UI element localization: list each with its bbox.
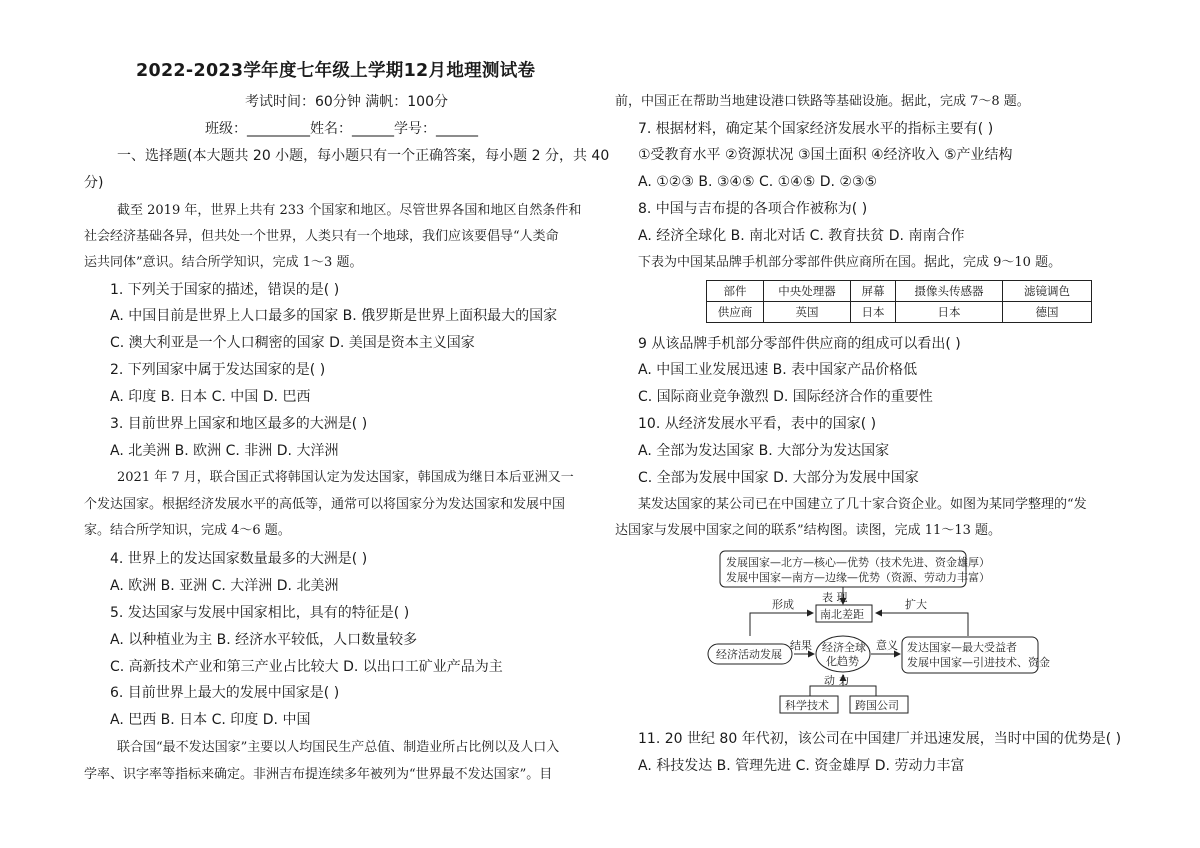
diagram-label-dongli: 动 力 — [824, 674, 850, 687]
material-1-line-1: 截至 2019 年，世界上共有 233 个国家和地区。尽管世界各国和地区自然条件和 — [117, 203, 582, 218]
diagram-right-line-2: 发展中国家—引进技术、资金 — [907, 656, 1050, 669]
table-cell: 部件 — [707, 281, 764, 302]
student-info-line: 班级：_________姓名：______学号：______ — [205, 121, 478, 137]
question-8: 8. 中国与吉布提的各项合作被称为( ) — [638, 201, 868, 217]
question-1: 1. 下列关于国家的描述，错误的是( ) — [110, 282, 340, 298]
question-9-options-ab: A. 中国工业发展迅速 B. 表中国家产品价格低 — [638, 362, 918, 378]
diagram-jingji: 经济活动发展 — [716, 648, 782, 661]
question-7: 7. 根据材料，确定某个国家经济发展水平的指标主要有( ) — [638, 121, 994, 137]
question-4-options: A. 欧洲 B. 亚洲 C. 大洋洲 D. 北美洲 — [110, 578, 339, 594]
material-3-line-2: 学率、识字率等指标来确定。非洲吉布提连续多年被列为“世界最不发达国家”。目 — [84, 767, 553, 782]
diagram-label-biaoxian: 表 现 — [822, 591, 848, 604]
diagram-center-line-1: 经济全球 — [822, 641, 866, 654]
material-2-line-1: 2021 年 7 月，联合国正式将韩国认定为发达国家，韩国成为继日本后亚洲又一 — [117, 470, 574, 485]
question-10-options-cd: C. 全部为发展中国家 D. 大部分为发展中国家 — [638, 470, 919, 486]
structure-diagram — [700, 546, 1050, 722]
table-cell: 日本 — [851, 302, 896, 323]
question-7-items: ①受教育水平 ②资源状况 ③国土面积 ④经济收入 ⑤产业结构 — [638, 147, 1013, 163]
material-2-line-3: 家。结合所学知识，完成 4～6 题。 — [84, 523, 291, 538]
material-5-line-2: 达国家与发展中国家之间的联系”结构图。读图，完成 11～13 题。 — [615, 523, 1001, 538]
table-cell: 英国 — [764, 302, 851, 323]
question-6-options: A. 巴西 B. 日本 C. 印度 D. 中国 — [110, 712, 311, 728]
diagram-label-jieguo: 结果 — [790, 639, 812, 652]
question-2: 2. 下列国家中属于发达国家的是( ) — [110, 362, 326, 378]
question-1-options-cd: C. 澳大利亚是一个人口稠密的国家 D. 美国是资本主义国家 — [110, 335, 475, 351]
table-row — [707, 302, 1092, 323]
table-cell: 滤镜调色 — [1003, 281, 1092, 302]
page-title: 2022-2023学年度七年级上学期12月地理测试卷 — [136, 61, 536, 81]
diagram-center-line-2: 化趋势 — [826, 655, 859, 668]
table-cell: 中央处理器 — [764, 281, 851, 302]
material-2-line-2: 个发达国家。根据经济发展水平的高低等，通常可以将国家分为发达国家和发展中国 — [84, 497, 566, 512]
question-4: 4. 世界上的发达国家数量最多的大洲是( ) — [110, 551, 368, 567]
diagram-top-line-2: 发展中国家—南方—边缘—优势（资源、劳动力丰富） — [726, 571, 990, 584]
question-9: 9 从该品牌手机部分零部件供应商的组成可以看出( ) — [638, 336, 961, 352]
question-1-options-ab: A. 中国目前是世界上人口最多的国家 B. 俄罗斯是世界上面积最大的国家 — [110, 308, 558, 324]
material-3-line-1: 联合国“最不发达国家”主要以人均国民生产总值、制造业所占比例以及人口入 — [117, 740, 560, 755]
question-7-options: A. ①②③ B. ③④⑤ C. ①④⑤ D. ②③⑤ — [638, 174, 878, 190]
exam-time-line: 考试时间：60分钟 满帆：100分 — [245, 94, 448, 110]
diagram-label-yiyi: 意义 — [876, 639, 898, 652]
material-1-line-2: 社会经济基础各异，但共处一个世界，人类只有一个地球，我们应该要倡导“人类命 — [84, 229, 559, 244]
question-2-options: A. 印度 B. 日本 C. 中国 D. 巴西 — [110, 389, 311, 405]
diagram-right-line-1: 发达国家—最大受益者 — [907, 641, 1017, 654]
table-row — [707, 281, 1092, 302]
table-cell: 摄像头传感器 — [896, 281, 1003, 302]
question-3: 3. 目前世界上国家和地区最多的大洲是( ) — [110, 416, 368, 432]
question-11-options: A. 科技发达 B. 管理先进 C. 资金雄厚 D. 劳动力丰富 — [638, 758, 965, 774]
material-3-line-3: 前，中国正在帮助当地建设港口铁路等基础设施。据此，完成 7～8 题。 — [615, 94, 1030, 109]
question-11: 11. 20 世纪 80 年代初，该公司在中国建厂并迅速发展，当时中国的优势是( ) — [638, 731, 1122, 747]
supplier-table — [706, 280, 1092, 323]
material-5-line-1: 某发达国家的某公司已在中国建立了几十家合资企业。如图为某同学整理的“发 — [638, 497, 1087, 512]
table-cell: 供应商 — [707, 302, 764, 323]
section-heading-cont: 分) — [84, 175, 104, 191]
diagram-label-kuoda: 扩大 — [905, 598, 927, 611]
question-6: 6. 目前世界上最大的发展中国家是( ) — [110, 685, 340, 701]
question-10-options-ab: A. 全部为发达国家 B. 大部分为发达国家 — [638, 443, 890, 459]
question-9-options-cd: C. 国际商业竞争激烈 D. 国际经济合作的重要性 — [638, 389, 933, 405]
diagram-keji: 科学技术 — [785, 699, 829, 712]
diagram-label-xingcheng: 形成 — [772, 598, 794, 611]
section-heading: 一、选择题(本大题共 20 小题，每小题只有一个正确答案，每小题 2 分，共 40 — [117, 148, 610, 164]
table-cell: 德国 — [1003, 302, 1092, 323]
question-5-options-ab: A. 以种植业为主 B. 经济水平较低，人口数量较多 — [110, 632, 418, 648]
material-1-line-3: 运共同体”意识。结合所学知识，完成 1～3 题。 — [84, 255, 363, 270]
question-10: 10. 从经济发展水平看，表中的国家( ) — [638, 416, 877, 432]
table-cell: 屏幕 — [851, 281, 896, 302]
question-8-options: A. 经济全球化 B. 南北对话 C. 教育扶贫 D. 南南合作 — [638, 228, 965, 244]
diagram-top-line-1: 发展国家—北方—核心—优势（技术先进、资金雄厚） — [726, 556, 990, 569]
diagram-nanbei: 南北差距 — [820, 608, 864, 621]
diagram-kuaguo: 跨国公司 — [855, 699, 899, 712]
question-3-options: A. 北美洲 B. 欧洲 C. 非洲 D. 大洋洲 — [110, 443, 339, 459]
table-cell: 日本 — [896, 302, 1003, 323]
question-5-options-cd: C. 高新技术产业和第三产业占比较大 D. 以出口工矿业产品为主 — [110, 659, 503, 675]
material-4: 下表为中国某品牌手机部分零部件供应商所在国。据此，完成 9～10 题。 — [638, 255, 1062, 270]
question-5: 5. 发达国家与发展中国家相比，具有的特征是( ) — [110, 605, 410, 621]
